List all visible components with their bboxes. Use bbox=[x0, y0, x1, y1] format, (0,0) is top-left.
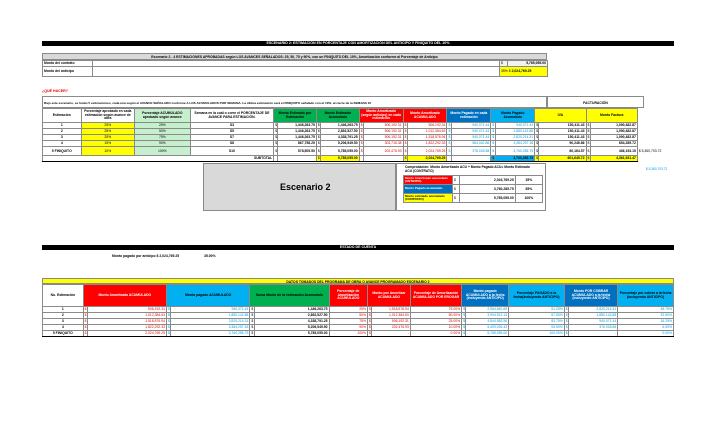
header-paid-cum: Monto Pagado Acumulado bbox=[491, 109, 535, 123]
verification-row: Monto estimado acumulado (CONTRATO) $ 5,765,055.00 100% bbox=[404, 194, 543, 203]
contract-label: Monto del contrato bbox=[43, 61, 93, 67]
table-row: 1 $ 506,192.31 $ 940,071.44 $ 1,446,263.75 25% $ 1,518,576.94 75.00% $ 2,964,840.69 51.25% $ 2,820,214.31 48.75% bbox=[43, 307, 674, 313]
header-pct-amortization: Porcentaje de Amortización ACUMULADO bbox=[329, 285, 367, 307]
advance-label: Monto del anticipo bbox=[43, 67, 93, 77]
program-data-band: DATOS TOMADOS DEL PROGRAMA DE OBRA O AVANCE PROGRAMADO ESCENARIO 2 bbox=[42, 278, 674, 284]
header-pct-cumulative: Porcentaje ACUMULADO aprobado según avance bbox=[135, 109, 191, 123]
subtotal-label: SUBTOTAL bbox=[43, 156, 274, 162]
account-header-row bbox=[43, 285, 674, 307]
table-row: 5 FINIQUITO 10% 100% S10 $ 578,505.50 $ 5,785,055.00 $ 202,476.93 $ 2,024,769.25 $ 376,028.58 $ 3,760,285.75 $ 60,164.57 $ 436,193.15 $ 5,360,703.72 bbox=[43, 147, 645, 156]
table-row: 3 $ 1,518,576.94 $ 2,820,214.31 $ 4,338,791.25 75% $ 506,192.31 25.00% $ 4,844,983.56 83.75% $ 940,071.44 16.25% bbox=[43, 319, 674, 325]
table-row: 4 $ 1,822,292.33 $ 3,384,257.18 $ 5,206,549.50 90% $ 202,476.93 10.00% $ 5,409,026.43 93.50% $ 376,028.58 6.50% bbox=[43, 325, 674, 331]
table-row: 5 FINIQUITO $ 2,024,769.25 $ 3,760,285.75 $ 5,785,055.00 100% $ - 0.00% $ 5,785,055.00 100.00% $ - 0.00% bbox=[43, 331, 674, 337]
header-sum-estimated: Suma Monto de la estimación Acumulado bbox=[250, 285, 329, 307]
header-pct-to-disburse: Porcentaje de Amortización ACUMULADO POR EROGAR bbox=[410, 285, 461, 307]
verification-row: Monto Amortizado acumulado (ANTICIPO) $ 2,024,769.25 35% bbox=[404, 176, 543, 185]
billing-heading: FACTURACIÓN bbox=[547, 96, 644, 108]
table-row: 3 25% 75% S7 $ 1,446,263.75 $ 4,338,791.25 $ 506,192.31 $ 1,518,576.94 $ 940,071.44 $ 2,820,214.31 $ 150,411.43 $ 1,090,482.87 bbox=[43, 135, 645, 141]
header-pct-approved: Porcentaje aprobado en cada estimación según avance de obra bbox=[81, 109, 135, 123]
header-amortized-cum: Monto Amortizado ACUMULADO bbox=[83, 285, 166, 307]
header-to-amortize: Monto por Amortizar ACUMULADO bbox=[368, 285, 411, 307]
advance-row bbox=[43, 67, 548, 77]
account-statement-bar: ESTADO DE CUENTA bbox=[42, 245, 674, 250]
header-week: Semana en la cuál o corre el PORCENTAJE DE AVANCE PARA ESTIMACIÓN. bbox=[190, 109, 273, 123]
header-pct-to-collect: Porcentaje por cobrar a la fecha (Incluyendo ANTICIPO) bbox=[618, 285, 674, 307]
advance-payment-line: Monto pagado por anticipo $ 2,024,769.25 35.00% bbox=[112, 254, 216, 258]
header-paid: Monto Pagado en cada estimación bbox=[447, 109, 491, 123]
scenario-title-bar: ESCENARIO 2: ESTIMACIÓN EN PORCENTAJE CON AMORTIZACIÓN DEL ANTICIPO Y FINIQUITO DEL 10% bbox=[42, 41, 674, 46]
contract-summary bbox=[42, 60, 548, 77]
verification-title: Comprobación: Monto Amortizado ACU + Monto Pagado ACU= Monto Estimado ACU (CONTRATO) bbox=[405, 165, 530, 173]
contract-currency: $ bbox=[500, 61, 508, 67]
header-amount-estimated-cum: Monto Estimado Acumulado bbox=[316, 109, 359, 123]
subtotal-row: SUBTOTAL $ 5,785,055.00 $ 2,024,769.25 $ 3,760,285.75 $ 601,645.72 $ 4,361,931.47 bbox=[43, 156, 645, 162]
advance-value: 35% $ 2,024,769.25 bbox=[500, 67, 548, 77]
header-amortized-cum: Monto Amortizado ACUMULADO bbox=[403, 109, 447, 123]
grand-total-note: $ 5,360,703.72 bbox=[646, 167, 668, 171]
estimates-table bbox=[42, 108, 662, 162]
scenario-label: Escenario 2 bbox=[280, 182, 331, 192]
verification-table bbox=[403, 175, 543, 203]
table-row: 2 25% 50% S5 $ 1,446,263.75 $ 2,892,527.50 $ 506,192.31 $ 1,012,384.63 $ 940,071.44 $ 1,880,142.88 $ 150,411.43 $ 1,090,482.87 bbox=[43, 129, 645, 135]
header-paid-to-date: Monto pagado ACUMULADO a la fecha (Incluyendo ANTICIPO) bbox=[462, 285, 509, 307]
header-est-no: No. Estimación bbox=[43, 285, 84, 307]
header-paid-cum: Monto pagado ACUMULADO bbox=[167, 285, 250, 307]
what-to-do-heading: ¿QUÉ HACER? bbox=[42, 89, 68, 93]
header-amortized: Monto Amortizado (según anticipo) en cada estimación bbox=[359, 109, 403, 123]
verification-panel bbox=[396, 163, 546, 211]
table-row: 4 15% 90% S8 $ 867,758.25 $ 5,206,549.50 $ 303,715.38 $ 1,822,292.33 $ 564,042.86 $ 3,384,257.18 $ 90,246.86 $ 654,289.72 bbox=[43, 141, 645, 147]
verification-row: Monto Pagado acumulado $ 3,760,285.75 65% bbox=[404, 185, 543, 194]
header-iva: IVA bbox=[535, 109, 586, 123]
scenario-description: Escenario 2 - 4 ESTIMACIONES APROBADAS según LOS AVANCES SEÑALADOS: 25, 50, 75 y 90%, con un FINIQUITO DEL 10%, Amortización conforme al Porcentaje de Anticipo bbox=[42, 53, 547, 60]
instructions-text: Bajo este escenario, se harán 5 estimaciones, cada una según el AVANCE SEÑALADO conforme A LOS ACUMULADOS POR SEMANA. La última estimación será el FINIQUITO señalado con el 10%, al cierre de la SEMANA 10 bbox=[42, 96, 547, 108]
contract-value: 5,765,055.00 bbox=[508, 61, 548, 67]
header-pct-paid: Porcentaje PAGADO a la fecha(Incluyendo ANTICIPO) bbox=[509, 285, 565, 307]
account-table bbox=[42, 284, 674, 337]
scenario-panel bbox=[203, 163, 396, 211]
header-amount-estimated: Monto Estimado por Estimación bbox=[274, 109, 317, 123]
header-invoice: Monto Factura bbox=[586, 109, 637, 123]
header-to-collect: Monto POR COBRAR ACUMULADO a la fecha (Incluyendo ANTICIPO) bbox=[564, 285, 617, 307]
header-estimation: Estimación bbox=[43, 109, 82, 123]
table-row: 2 $ 1,012,384.63 $ 1,880,142.88 $ 2,892,527.50 50% $ 1,012,384.63 50.00% $ 3,904,912.13 67.50% $ 1,880,142.88 32.50% bbox=[43, 313, 674, 319]
table-row: 1 25% 25% S3 $ 1,446,263.75 $ 1,446,263.75 $ 506,192.31 $ 506,192.31 $ 940,071.44 $ 940,071.44 $ 150,411.43 $ 1,090,482.87 bbox=[43, 123, 645, 129]
estimates-header-row bbox=[43, 109, 645, 123]
